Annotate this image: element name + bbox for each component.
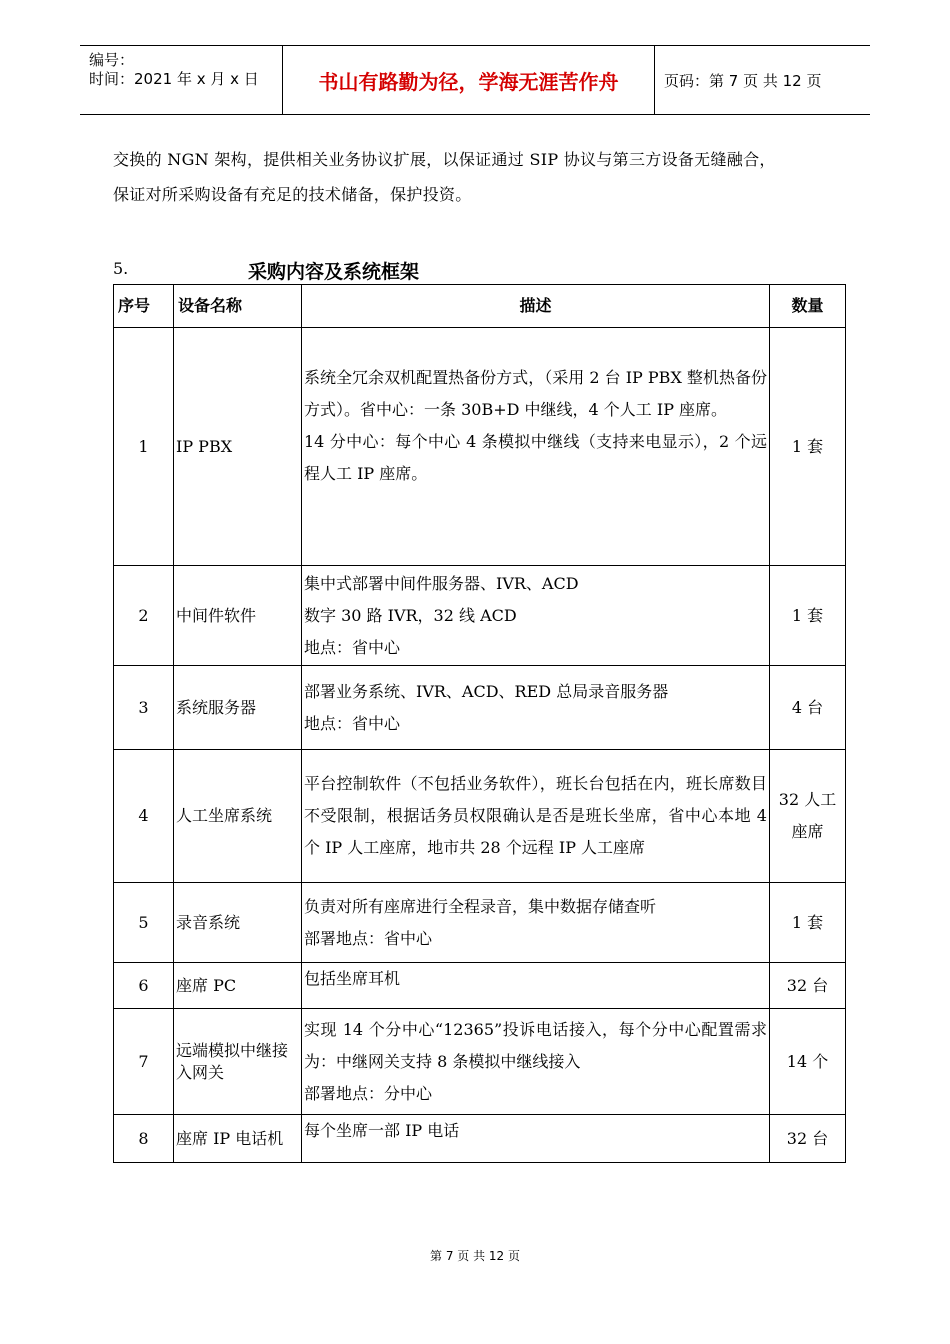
table-header-row [114,285,846,328]
row-desc [302,1115,770,1163]
header-no: 序号 [114,285,174,328]
desc-line: 地点：省中心 [304,713,401,733]
desc-line: 每个坐席一部 IP 电话 [304,1121,460,1140]
desc-line: 实现 14 个分中心“12365”投诉电话接入，每个分中心配置需求为：中继网关支持 8 条模拟中继线接入 [304,1019,767,1071]
table-row [114,666,846,750]
header-qty: 数量 [770,285,846,328]
row-qty: 14 个 [770,1009,846,1115]
table-row [114,1115,846,1163]
table-row [114,883,846,963]
header-name: 设备名称 [174,285,302,328]
row-no: 4 [114,750,174,883]
section-number: 5. [113,259,129,278]
table-row [114,1009,846,1115]
row-no: 5 [114,883,174,963]
procurement-table [113,284,846,1163]
row-no: 7 [114,1009,174,1115]
table-row [114,566,846,666]
row-qty: 32 台 [770,1115,846,1163]
row-desc [302,328,770,566]
row-desc [302,666,770,750]
row-name: 录音系统 [174,883,302,963]
desc-line: 地点：省中心 [304,637,401,657]
row-desc [302,963,770,1009]
row-no: 6 [114,963,174,1009]
section-title: 采购内容及系统框架 [248,261,420,283]
row-name: 中间件软件 [174,566,302,666]
row-qty: 4 台 [770,666,846,750]
row-qty: 1 套 [770,566,846,666]
table-row [114,963,846,1009]
page-header [80,45,870,115]
header-time-label: 时间：2021 年 x 月 x 日 [89,70,259,88]
row-no: 1 [114,328,174,566]
desc-line: 部署地点：分中心 [304,1083,433,1103]
header-number-label: 编号： [89,51,135,69]
desc-line: 集中式部署中间件服务器、IVR、ACD [304,573,579,593]
row-qty: 1 套 [770,883,846,963]
row-qty: 32 台 [770,963,846,1009]
page-footer: 第 7 页 共 12 页 [430,1249,520,1263]
header-meta [80,46,282,114]
row-no: 8 [114,1115,174,1163]
row-qty: 32 人工座席 [770,750,846,883]
row-no: 3 [114,666,174,750]
desc-line: 包括坐席耳机 [304,969,401,988]
row-desc [302,883,770,963]
table-row [114,328,846,566]
row-desc [302,1009,770,1115]
row-name: 系统服务器 [174,666,302,750]
body-paragraph-line: 交换的 NGN 架构，提供相关业务协议扩展，以保证通过 SIP 协议与第三方设备无缝融合， [113,150,776,169]
row-desc [302,750,770,883]
row-name: 远端模拟中继接入网关 [174,1009,302,1115]
desc-line: 部署地点：省中心 [304,928,433,948]
row-qty: 1 套 [770,328,846,566]
table-row [114,750,846,883]
row-name: IP PBX [174,328,302,566]
header-page-info: 页码：第 7 页 共 12 页 [664,71,822,90]
header-motto: 书山有路勤为径，学海无涯苦作舟 [318,69,619,94]
desc-line: 14 分中心：每个中心 4 条模拟中继线（支持来电显示），2 个远程人工 IP 座席。 [304,432,767,483]
row-name: 座席 PC [174,963,302,1009]
desc-line: 负责对所有座席进行全程录音，集中数据存储查听 [304,896,657,916]
body-paragraph-line: 保证对所采购设备有充足的技术储备，保护投资。 [113,185,472,204]
row-name: 座席 IP 电话机 [174,1115,302,1163]
row-no: 2 [114,566,174,666]
desc-line: 系统全冗余双机配置热备份方式，（采用 2 台 IP PBX 整机热备份方式）。省中心：一条 30B+D 中继线，4 个人工 IP 座席。 [304,368,767,419]
row-name: 人工坐席系统 [174,750,302,883]
section-heading [113,257,613,281]
desc-line: 数字 30 路 IVR，32 线 ACD [304,605,517,625]
desc-line: 平台控制软件（不包括业务软件），班长台包括在内，班长席数目不受限制，根据话务员权限确认是否是班长坐席，省中心本地 4 个 IP 人工座席，地市共 28 个远程 IP 人工座席 [304,774,767,857]
desc-line: 部署业务系统、IVR、ACD、RED 总局录音服务器 [304,681,669,701]
header-desc: 描述 [302,285,770,328]
row-desc [302,566,770,666]
